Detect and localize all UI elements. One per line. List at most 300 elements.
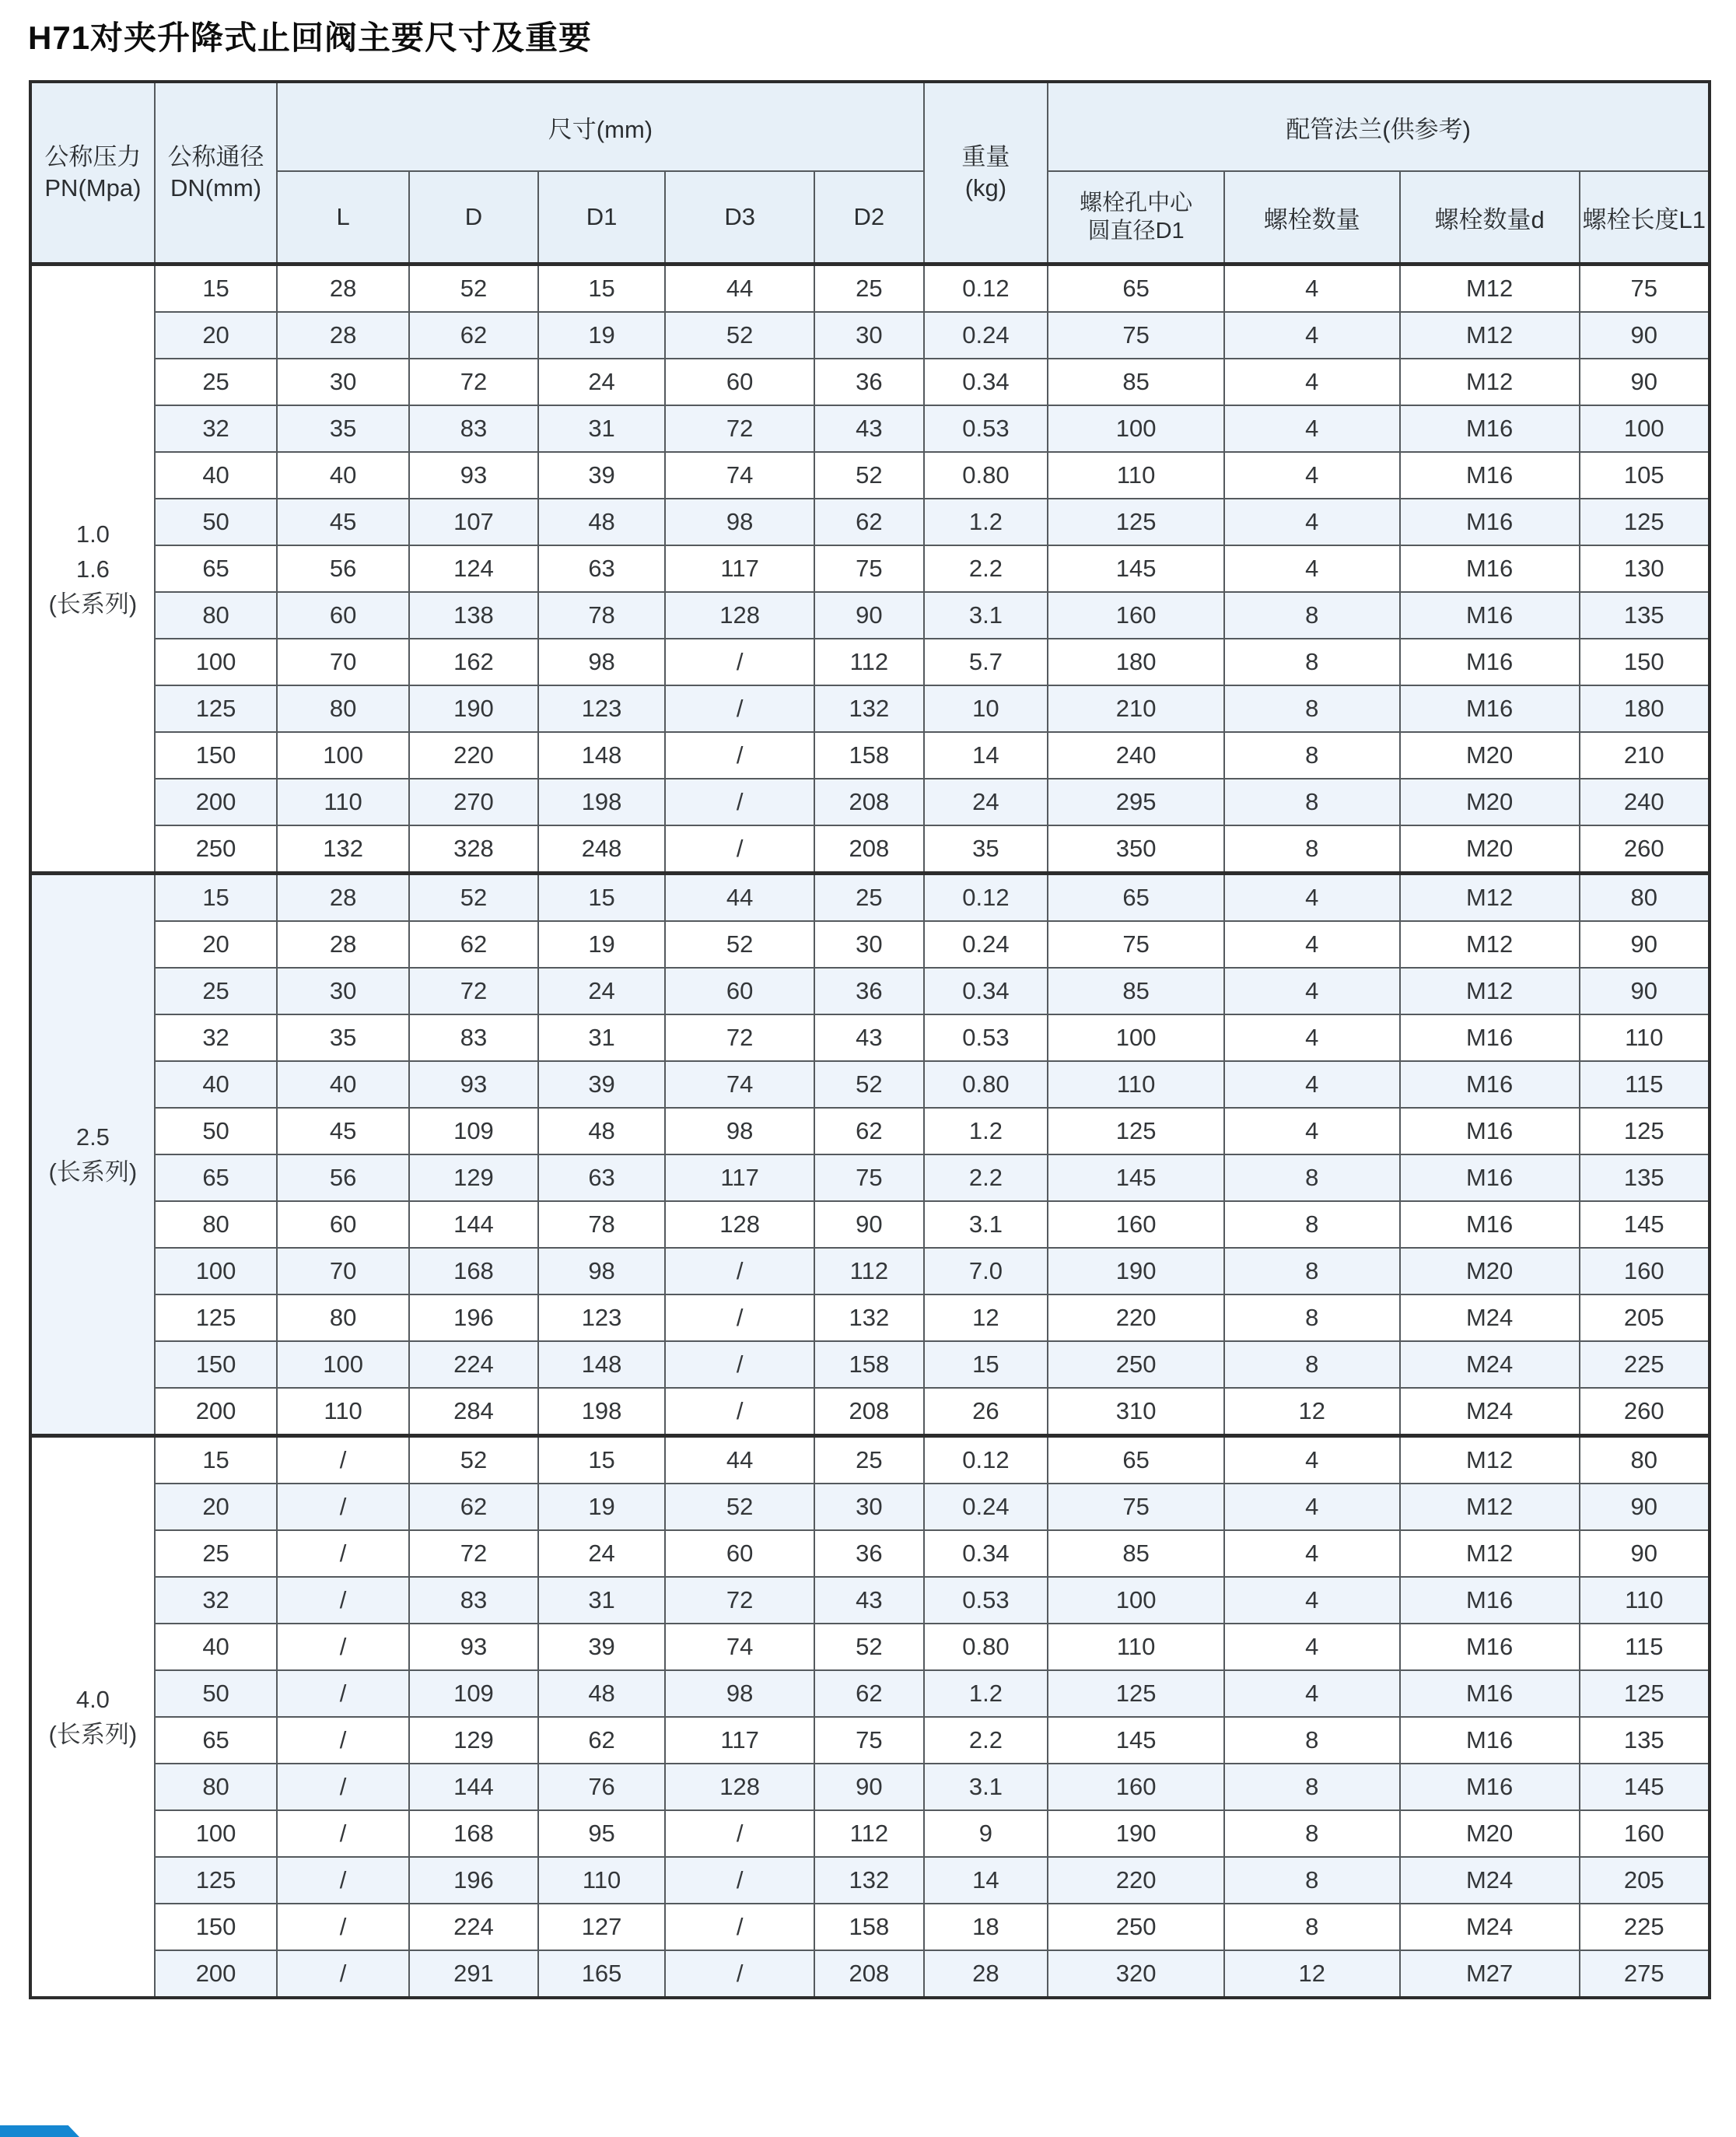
cell-l: 132: [277, 825, 408, 874]
cell-d2: 43: [814, 405, 923, 452]
cell-bolt-length-l1: 130: [1580, 545, 1710, 592]
cell-bolt-qty: 4: [1224, 874, 1400, 922]
cell-d3: /: [665, 1248, 814, 1294]
cell-d2: 132: [814, 1294, 923, 1341]
cell-dn: 40: [155, 1061, 278, 1108]
cell-d: 52: [409, 874, 538, 922]
cell-bolt-d: M24: [1400, 1388, 1580, 1436]
col-header-weight-line2: (kg): [964, 174, 1007, 201]
cell-dn: 200: [155, 1388, 278, 1436]
cell-bolt-length-l1: 90: [1580, 359, 1710, 405]
cell-weight: 2.2: [924, 545, 1048, 592]
table-body: [30, 264, 1710, 1999]
cell-bolt-circle-d1: 65: [1048, 264, 1224, 313]
cell-bolt-circle-d1: 85: [1048, 968, 1224, 1014]
cell-bolt-d: M16: [1400, 499, 1580, 545]
cell-bolt-circle-d1: 320: [1048, 1950, 1224, 1998]
cell-dn: 100: [155, 639, 278, 685]
cell-d3: 60: [665, 1530, 814, 1577]
cell-d3: /: [665, 825, 814, 874]
cell-bolt-d: M16: [1400, 1154, 1580, 1201]
cell-bolt-d: M16: [1400, 452, 1580, 499]
cell-weight: 3.1: [924, 1764, 1048, 1810]
cell-bolt-circle-d1: 250: [1048, 1904, 1224, 1950]
cell-bolt-circle-d1: 220: [1048, 1294, 1224, 1341]
col-header-bolt-d: 螺栓数量d: [1400, 171, 1580, 264]
cell-weight: 0.80: [924, 452, 1048, 499]
cell-weight: 5.7: [924, 639, 1048, 685]
cell-d3: 98: [665, 1108, 814, 1154]
cell-bolt-length-l1: 260: [1580, 825, 1710, 874]
cell-weight: 1.2: [924, 1108, 1048, 1154]
cell-d: 284: [409, 1388, 538, 1436]
cell-d1: 24: [538, 359, 665, 405]
cell-d: 168: [409, 1248, 538, 1294]
cell-d1: 48: [538, 499, 665, 545]
cell-d2: 25: [814, 264, 923, 313]
cell-d: 224: [409, 1341, 538, 1388]
cell-weight: 1.2: [924, 1670, 1048, 1717]
cell-bolt-circle-d1: 110: [1048, 1624, 1224, 1670]
cell-d: 224: [409, 1904, 538, 1950]
cell-l: 35: [277, 1014, 408, 1061]
cell-bolt-d: M12: [1400, 1530, 1580, 1577]
cell-bolt-length-l1: 80: [1580, 874, 1710, 922]
cell-bolt-qty: 8: [1224, 825, 1400, 874]
cell-d3: /: [665, 1294, 814, 1341]
cell-d3: 44: [665, 264, 814, 313]
cell-weight: 14: [924, 1857, 1048, 1904]
cell-d1: 148: [538, 732, 665, 779]
cell-d2: 208: [814, 1388, 923, 1436]
cell-bolt-qty: 4: [1224, 968, 1400, 1014]
cell-bolt-qty: 8: [1224, 1201, 1400, 1248]
cell-d1: 98: [538, 639, 665, 685]
cell-l: 100: [277, 732, 408, 779]
cell-l: 60: [277, 1201, 408, 1248]
cell-dn: 125: [155, 1857, 278, 1904]
cell-bolt-length-l1: 135: [1580, 1154, 1710, 1201]
cell-bolt-qty: 4: [1224, 1530, 1400, 1577]
cell-d2: 43: [814, 1014, 923, 1061]
cell-bolt-qty: 4: [1224, 545, 1400, 592]
cell-weight: 0.53: [924, 1577, 1048, 1624]
cell-d2: 112: [814, 1248, 923, 1294]
table-row: [30, 499, 1710, 545]
cell-bolt-d: M20: [1400, 1248, 1580, 1294]
cell-l: 28: [277, 312, 408, 359]
cell-d1: 76: [538, 1764, 665, 1810]
table-row: [30, 1904, 1710, 1950]
table-row: [30, 1014, 1710, 1061]
cell-l: /: [277, 1764, 408, 1810]
cell-d1: 39: [538, 1061, 665, 1108]
cell-bolt-circle-d1: 160: [1048, 1201, 1224, 1248]
cell-bolt-length-l1: 150: [1580, 639, 1710, 685]
cell-l: 110: [277, 1388, 408, 1436]
col-header-size-group: 尺寸(mm): [277, 82, 923, 171]
cell-d: 138: [409, 592, 538, 639]
cell-l: 56: [277, 545, 408, 592]
cell-d3: 72: [665, 405, 814, 452]
cell-bolt-qty: 8: [1224, 779, 1400, 825]
col-header-D: D: [409, 171, 538, 264]
col-header-pressure-line1: 公称压力: [44, 142, 142, 170]
cell-d2: 30: [814, 921, 923, 968]
cell-d: 129: [409, 1154, 538, 1201]
cell-bolt-circle-d1: 145: [1048, 545, 1224, 592]
cell-weight: 3.1: [924, 592, 1048, 639]
cell-d3: 74: [665, 1624, 814, 1670]
cell-bolt-d: M16: [1400, 685, 1580, 732]
cell-bolt-qty: 4: [1224, 1484, 1400, 1530]
cell-d: 93: [409, 1061, 538, 1108]
cell-d2: 132: [814, 1857, 923, 1904]
cell-bolt-qty: 4: [1224, 1624, 1400, 1670]
table-row: [30, 1388, 1710, 1436]
cell-weight: 24: [924, 779, 1048, 825]
cell-d3: 74: [665, 452, 814, 499]
cell-bolt-d: M20: [1400, 732, 1580, 779]
cell-bolt-qty: 4: [1224, 1061, 1400, 1108]
cell-d1: 15: [538, 264, 665, 313]
cell-weight: 26: [924, 1388, 1048, 1436]
cell-d: 83: [409, 1577, 538, 1624]
cell-bolt-d: M12: [1400, 874, 1580, 922]
cell-dn: 50: [155, 1108, 278, 1154]
table-row: [30, 685, 1710, 732]
cell-d: 220: [409, 732, 538, 779]
cell-bolt-length-l1: 225: [1580, 1341, 1710, 1388]
table-row: [30, 1341, 1710, 1388]
cell-l: 40: [277, 1061, 408, 1108]
cell-d: 144: [409, 1201, 538, 1248]
col-header-D3: D3: [665, 171, 814, 264]
cell-d1: 78: [538, 1201, 665, 1248]
cell-bolt-qty: 4: [1224, 921, 1400, 968]
cell-d1: 63: [538, 1154, 665, 1201]
cell-bolt-circle-d1: 100: [1048, 405, 1224, 452]
cell-bolt-qty: 4: [1224, 1014, 1400, 1061]
cell-l: /: [277, 1950, 408, 1998]
cell-d2: 52: [814, 1061, 923, 1108]
cell-bolt-d: M12: [1400, 968, 1580, 1014]
cell-dn: 150: [155, 1341, 278, 1388]
cell-l: /: [277, 1530, 408, 1577]
cell-bolt-length-l1: 160: [1580, 1810, 1710, 1857]
cell-d3: /: [665, 1950, 814, 1998]
cell-d3: /: [665, 1857, 814, 1904]
cell-weight: 1.2: [924, 499, 1048, 545]
col-header-bolt-circle-line1: 螺栓孔中心: [1080, 190, 1193, 215]
cell-bolt-d: M16: [1400, 639, 1580, 685]
cell-l: 28: [277, 264, 408, 313]
cell-d2: 208: [814, 779, 923, 825]
cell-bolt-circle-d1: 145: [1048, 1154, 1224, 1201]
pressure-line: 1.6: [75, 555, 110, 583]
pressure-line: 2.5: [75, 1123, 110, 1151]
cell-d: 196: [409, 1857, 538, 1904]
cell-weight: 0.53: [924, 405, 1048, 452]
cell-d1: 19: [538, 312, 665, 359]
table-row: [30, 874, 1710, 922]
cell-d1: 123: [538, 1294, 665, 1341]
cell-bolt-length-l1: 125: [1580, 1670, 1710, 1717]
cell-bolt-length-l1: 115: [1580, 1624, 1710, 1670]
cell-bolt-d: M16: [1400, 592, 1580, 639]
cell-bolt-qty: 8: [1224, 1154, 1400, 1201]
cell-bolt-qty: 4: [1224, 312, 1400, 359]
cell-weight: 28: [924, 1950, 1048, 1998]
col-header-diameter: [155, 82, 278, 264]
cell-bolt-d: M12: [1400, 921, 1580, 968]
cell-d: 83: [409, 405, 538, 452]
cell-d2: 112: [814, 639, 923, 685]
cell-d2: 90: [814, 1201, 923, 1248]
cell-l: 56: [277, 1154, 408, 1201]
cell-bolt-length-l1: 100: [1580, 405, 1710, 452]
cell-bolt-length-l1: 90: [1580, 1530, 1710, 1577]
cell-l: 80: [277, 1294, 408, 1341]
cell-d3: 117: [665, 1717, 814, 1764]
cell-d2: 43: [814, 1577, 923, 1624]
cell-bolt-circle-d1: 240: [1048, 732, 1224, 779]
table-row: [30, 779, 1710, 825]
cell-bolt-qty: 8: [1224, 732, 1400, 779]
cell-weight: 0.53: [924, 1014, 1048, 1061]
col-header-bolt-length: 螺栓长度L1: [1580, 171, 1710, 264]
cell-d1: 24: [538, 1530, 665, 1577]
cell-d: 62: [409, 921, 538, 968]
cell-d1: 15: [538, 874, 665, 922]
cell-d3: /: [665, 1341, 814, 1388]
cell-d: 62: [409, 1484, 538, 1530]
pressure-line: 1.0: [75, 520, 110, 548]
cell-d3: 128: [665, 1201, 814, 1248]
cell-d: 72: [409, 1530, 538, 1577]
cell-bolt-d: M20: [1400, 1810, 1580, 1857]
table-header: [30, 82, 1710, 264]
cell-bolt-circle-d1: 310: [1048, 1388, 1224, 1436]
cell-d1: 165: [538, 1950, 665, 1998]
cell-weight: 35: [924, 825, 1048, 874]
cell-dn: 125: [155, 685, 278, 732]
cell-bolt-d: M16: [1400, 1061, 1580, 1108]
cell-weight: 18: [924, 1904, 1048, 1950]
pressure-group-cell: [30, 264, 155, 874]
cell-d2: 62: [814, 1670, 923, 1717]
cell-d3: 74: [665, 1061, 814, 1108]
table-row: [30, 405, 1710, 452]
cell-bolt-d: M16: [1400, 405, 1580, 452]
cell-d1: 48: [538, 1670, 665, 1717]
cell-bolt-d: M16: [1400, 1624, 1580, 1670]
cell-dn: 100: [155, 1248, 278, 1294]
cell-weight: 0.34: [924, 968, 1048, 1014]
cell-d1: 62: [538, 1717, 665, 1764]
cell-bolt-length-l1: 145: [1580, 1764, 1710, 1810]
cell-l: 30: [277, 359, 408, 405]
cell-dn: 125: [155, 1294, 278, 1341]
cell-bolt-circle-d1: 190: [1048, 1248, 1224, 1294]
cell-bolt-length-l1: 125: [1580, 1108, 1710, 1154]
cell-bolt-d: M16: [1400, 1764, 1580, 1810]
cell-d2: 30: [814, 1484, 923, 1530]
cell-bolt-circle-d1: 160: [1048, 1764, 1224, 1810]
cell-d2: 75: [814, 1717, 923, 1764]
cell-dn: 200: [155, 779, 278, 825]
cell-d3: 128: [665, 1764, 814, 1810]
table-row: [30, 1764, 1710, 1810]
cell-bolt-circle-d1: 295: [1048, 779, 1224, 825]
cell-bolt-circle-d1: 110: [1048, 1061, 1224, 1108]
cell-d1: 95: [538, 1810, 665, 1857]
cell-d3: 60: [665, 359, 814, 405]
cell-d1: 19: [538, 921, 665, 968]
cell-bolt-circle-d1: 145: [1048, 1717, 1224, 1764]
cell-bolt-circle-d1: 75: [1048, 312, 1224, 359]
cell-d1: 39: [538, 452, 665, 499]
cell-bolt-length-l1: 90: [1580, 968, 1710, 1014]
cell-l: /: [277, 1624, 408, 1670]
pressure-group-cell: [30, 874, 155, 1436]
cell-l: 28: [277, 921, 408, 968]
cell-d3: 52: [665, 921, 814, 968]
table-row: [30, 1670, 1710, 1717]
cell-d3: /: [665, 685, 814, 732]
cell-bolt-d: M16: [1400, 1577, 1580, 1624]
cell-d2: 25: [814, 1436, 923, 1484]
cell-d2: 208: [814, 825, 923, 874]
cell-d1: 123: [538, 685, 665, 732]
cell-bolt-d: M24: [1400, 1294, 1580, 1341]
cell-dn: 250: [155, 825, 278, 874]
cell-d1: 19: [538, 1484, 665, 1530]
col-header-diameter-line2: DN(mm): [170, 174, 262, 201]
cell-weight: 0.24: [924, 921, 1048, 968]
cell-bolt-length-l1: 110: [1580, 1577, 1710, 1624]
cell-weight: 10: [924, 685, 1048, 732]
cell-d3: /: [665, 732, 814, 779]
table-row: [30, 545, 1710, 592]
table-row: [30, 312, 1710, 359]
cell-l: /: [277, 1670, 408, 1717]
cell-d2: 36: [814, 1530, 923, 1577]
cell-bolt-circle-d1: 85: [1048, 1530, 1224, 1577]
table-row: [30, 1061, 1710, 1108]
cell-bolt-d: M12: [1400, 1436, 1580, 1484]
cell-bolt-length-l1: 275: [1580, 1950, 1710, 1998]
cell-bolt-d: M16: [1400, 1717, 1580, 1764]
cell-bolt-circle-d1: 125: [1048, 1670, 1224, 1717]
cell-d2: 75: [814, 545, 923, 592]
col-header-weight-line1: 重量: [961, 142, 1010, 170]
cell-l: /: [277, 1810, 408, 1857]
cell-d: 93: [409, 452, 538, 499]
pressure-line: (长系列): [48, 590, 138, 618]
cell-bolt-d: M12: [1400, 359, 1580, 405]
cell-dn: 25: [155, 968, 278, 1014]
footer-accent-shape: [0, 2125, 79, 2137]
cell-l: /: [277, 1904, 408, 1950]
cell-l: 30: [277, 968, 408, 1014]
cell-l: /: [277, 1484, 408, 1530]
cell-bolt-qty: 4: [1224, 405, 1400, 452]
cell-bolt-qty: 4: [1224, 452, 1400, 499]
col-header-bolt-qty: 螺栓数量: [1224, 171, 1400, 264]
cell-d2: 158: [814, 1904, 923, 1950]
cell-bolt-d: M12: [1400, 1484, 1580, 1530]
cell-dn: 20: [155, 1484, 278, 1530]
cell-d: 196: [409, 1294, 538, 1341]
cell-l: 45: [277, 1108, 408, 1154]
cell-dn: 150: [155, 1904, 278, 1950]
cell-d3: 98: [665, 499, 814, 545]
cell-d2: 158: [814, 732, 923, 779]
cell-bolt-qty: 8: [1224, 1904, 1400, 1950]
cell-bolt-length-l1: 90: [1580, 312, 1710, 359]
table-row: [30, 359, 1710, 405]
header-row-subcolumns: [30, 171, 1710, 264]
cell-d2: 75: [814, 1154, 923, 1201]
cell-d2: 25: [814, 874, 923, 922]
col-header-D2: D2: [814, 171, 923, 264]
cell-bolt-d: M24: [1400, 1857, 1580, 1904]
cell-d3: /: [665, 1904, 814, 1950]
pressure-line: 4.0: [75, 1686, 110, 1713]
cell-dn: 32: [155, 1014, 278, 1061]
cell-d1: 31: [538, 405, 665, 452]
table-row: [30, 1108, 1710, 1154]
cell-bolt-circle-d1: 110: [1048, 452, 1224, 499]
cell-bolt-d: M16: [1400, 545, 1580, 592]
cell-d: 328: [409, 825, 538, 874]
cell-d: 62: [409, 312, 538, 359]
col-header-diameter-line1: 公称通径: [167, 142, 264, 170]
cell-dn: 32: [155, 405, 278, 452]
cell-d: 52: [409, 264, 538, 313]
cell-d: 270: [409, 779, 538, 825]
cell-d1: 248: [538, 825, 665, 874]
cell-l: /: [277, 1577, 408, 1624]
cell-bolt-d: M24: [1400, 1341, 1580, 1388]
cell-dn: 100: [155, 1810, 278, 1857]
table-row: [30, 264, 1710, 313]
cell-bolt-length-l1: 160: [1580, 1248, 1710, 1294]
cell-d: 109: [409, 1108, 538, 1154]
cell-l: 70: [277, 639, 408, 685]
cell-bolt-d: M16: [1400, 1108, 1580, 1154]
cell-dn: 15: [155, 1436, 278, 1484]
cell-bolt-qty: 8: [1224, 1717, 1400, 1764]
cell-dn: 40: [155, 1624, 278, 1670]
cell-d2: 36: [814, 968, 923, 1014]
cell-dn: 25: [155, 1530, 278, 1577]
cell-bolt-qty: 8: [1224, 1341, 1400, 1388]
cell-weight: 2.2: [924, 1154, 1048, 1201]
cell-bolt-circle-d1: 125: [1048, 1108, 1224, 1154]
header-row-groups: [30, 82, 1710, 171]
cell-bolt-length-l1: 205: [1580, 1294, 1710, 1341]
cell-weight: 0.24: [924, 1484, 1048, 1530]
cell-dn: 50: [155, 1670, 278, 1717]
cell-d2: 208: [814, 1950, 923, 1998]
cell-bolt-d: M12: [1400, 264, 1580, 313]
cell-d: 162: [409, 639, 538, 685]
cell-bolt-length-l1: 240: [1580, 779, 1710, 825]
cell-dn: 15: [155, 264, 278, 313]
cell-l: /: [277, 1717, 408, 1764]
